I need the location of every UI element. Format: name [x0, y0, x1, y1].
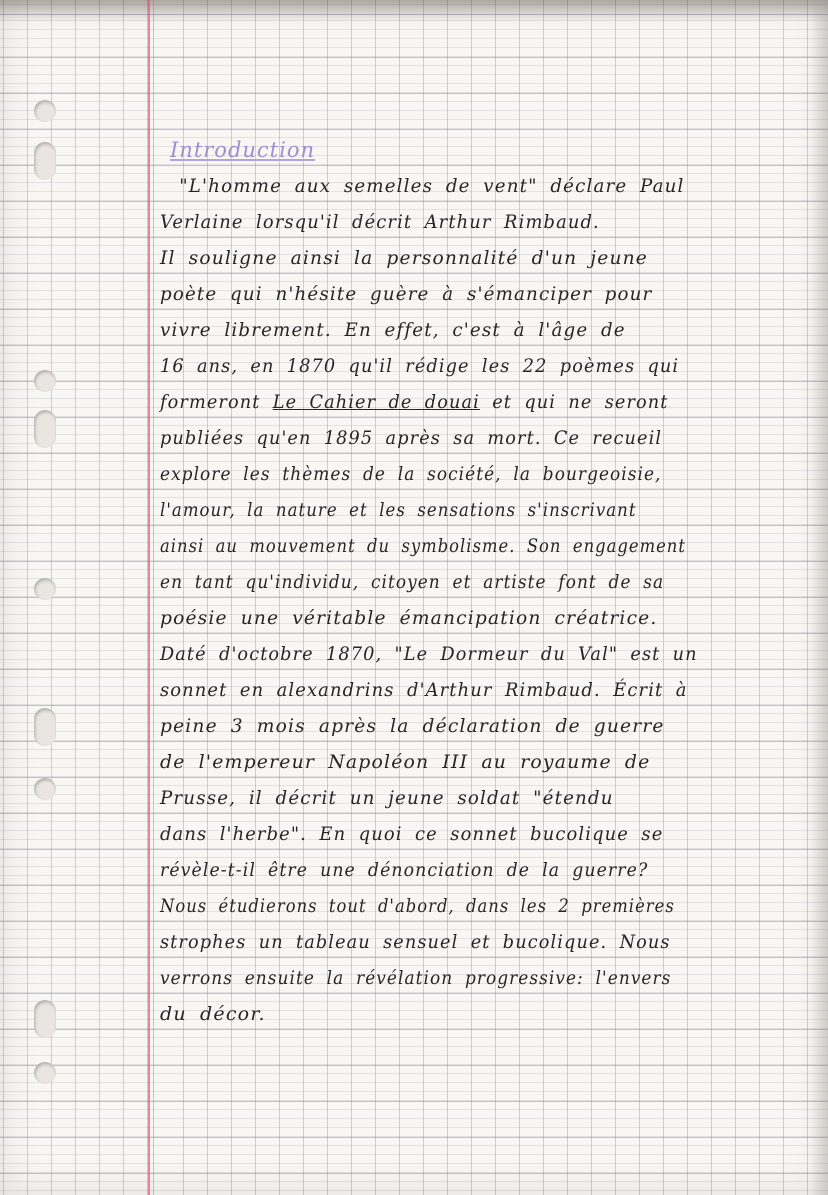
text-line — [160, 384, 746, 420]
page-top-shadow — [0, 0, 828, 22]
punch-hole — [34, 370, 56, 392]
page-title: Introduction — [170, 138, 315, 162]
punch-hole — [34, 142, 56, 180]
text-line: sonnet en alexandrins d'Arthur Rimbaud. Écrit à — [160, 679, 688, 701]
text-line: vivre librement. En effet, c'est à l'âge de — [160, 319, 626, 341]
text-line: verrons ensuite la révélation progressive: l'envers — [160, 967, 672, 989]
text-line: du décor. — [160, 1003, 266, 1025]
handwritten-text — [160, 118, 790, 1032]
page-right-edge — [810, 0, 828, 1195]
text-line: "L'homme aux semelles de vent" déclare Paul — [179, 175, 685, 197]
text-line: Il souligne ainsi la personnalité d'un jeune — [160, 247, 648, 269]
punch-hole — [34, 1000, 56, 1038]
punch-hole — [34, 778, 56, 800]
text-line: l'amour, la nature et les sensations s'inscrivant — [160, 499, 637, 521]
text-fragment: et qui ne seront — [479, 391, 669, 413]
text-line: publiées qu'en 1895 après sa mort. Ce recueil — [160, 427, 663, 449]
punch-hole — [34, 708, 56, 746]
margin-line-inner — [153, 0, 154, 1195]
text-line: dans l'herbe". En quoi ce sonnet bucolique se — [160, 823, 664, 845]
text-line: strophes un tableau sensuel et bucolique. Nous — [160, 931, 671, 953]
punch-hole — [34, 100, 56, 122]
text-line: 16 ans, en 1870 qu'il rédige les 22 poèmes qui — [160, 355, 680, 377]
text-line: Nous étudierons tout d'abord, dans les 2 premières — [160, 895, 675, 917]
text-line: poésie une véritable émancipation créatrice. — [160, 607, 658, 629]
text-line: Verlaine lorsqu'il décrit Arthur Rimbaud. — [160, 211, 600, 233]
book-title: Le Cahier de douai — [272, 391, 480, 413]
text-line: en tant qu'individu, citoyen et artiste font de sa — [160, 571, 665, 593]
punch-hole — [34, 1062, 56, 1084]
text-line: poète qui n'hésite guère à s'émanciper pour — [160, 283, 653, 305]
text-line: peine 3 mois après la déclaration de guerre — [160, 715, 665, 737]
text-line: explore les thèmes de la société, la bourgeoisie, — [160, 463, 662, 485]
text-fragment: formeront — [160, 391, 273, 413]
text-line: révèle-t-il être une dénonciation de la guerre? — [160, 859, 649, 881]
punch-hole — [34, 578, 56, 600]
text-line: ainsi au mouvement du symbolisme. Son engagement — [160, 535, 686, 557]
margin-line — [148, 0, 150, 1195]
text-line: de l'empereur Napoléon III au royaume de — [160, 751, 651, 773]
punch-hole — [34, 410, 56, 448]
text-line: Daté d'octobre 1870, "Le Dormeur du Val" est un — [160, 643, 698, 665]
text-line: Prusse, il décrit un jeune soldat "étendu — [160, 787, 614, 809]
